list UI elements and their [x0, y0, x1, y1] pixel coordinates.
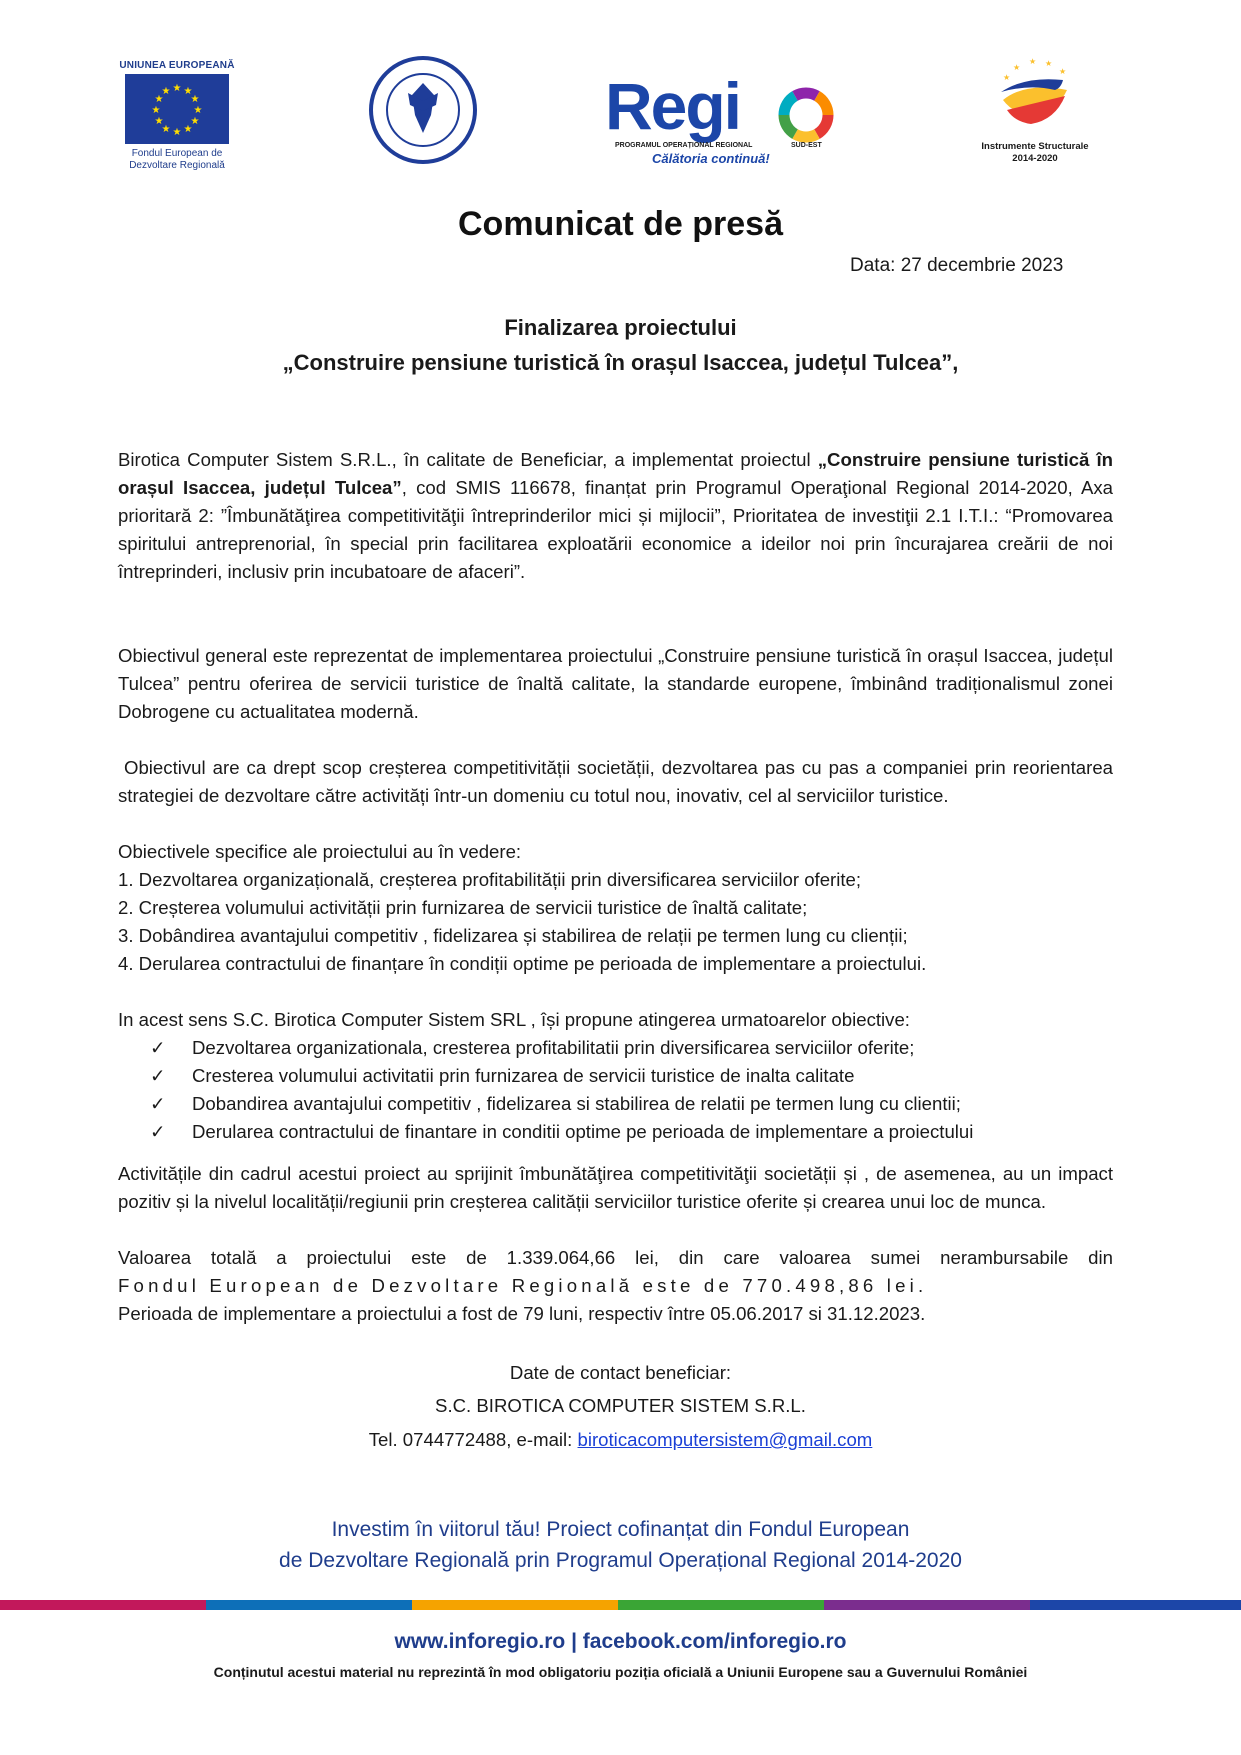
checklist-item-text: Cresterea volumului activitatii prin furnizarea de servicii turistice de inalta calitate: [192, 1065, 855, 1086]
svg-text:★: ★: [190, 94, 200, 105]
paragraph-impact: Activitățile din cadrul acestui proiect au sprijinit îmbunătăţirea competitivităţii societății și , de asemenea, au un impact pozitiv și la nivelul localității/regiunii prin creșterea calității serviciilor turistice oferite și crearea unui loc de munca.: [118, 1163, 1113, 1212]
eu-caption-line1: Fondul European de: [131, 148, 223, 159]
instrumente-structurale-logo: [970, 52, 1100, 172]
instrumente-structurale-line1: Instrumente Structurale: [981, 141, 1089, 152]
contact-heading: Date de contact beneficiar:: [509, 1362, 732, 1383]
goals-intro: In acest sens S.C. Birotica Computer Sistem SRL , își propune atingerea urmatoarelor obiective:: [118, 1009, 910, 1030]
press-release-date: Data: 27 decembrie 2023: [850, 255, 1064, 276]
specific-objective-2: 2. Creșterea volumului activității prin furnizarea de servicii turistice de înaltă calitate;: [118, 897, 808, 918]
regio-logo: [605, 69, 830, 170]
eu-logo-title: UNIUNEA EUROPEANĂ: [119, 60, 235, 71]
checklist-item: [150, 1118, 973, 1146]
color-stripe-divider: [0, 1600, 1241, 1610]
svg-text:★: ★: [193, 105, 203, 116]
regio-ring-icon: [777, 86, 835, 144]
svg-text:★: ★: [151, 105, 161, 116]
checklist-item-text: Dobandirea avantajului competitiv , fidelizarea si stabilirea de relatii pe termen lung cu clientii;: [192, 1093, 961, 1114]
check-icon: ✓: [150, 1065, 166, 1086]
check-icon: ✓: [150, 1093, 166, 1114]
project-name-bold: „Construire pensiune turistică în orașul Isaccea, județul Tulcea”: [118, 449, 1113, 498]
regio-program-name: PROGRAMUL OPERAȚIONAL REGIONAL: [615, 142, 753, 149]
paragraph-general-objective: Obiectivul general este reprezentat de implementarea proiectului „Construire pensiune turistică în orașul Isaccea, județul Tulcea” pentru oferirea de servicii turistice de înaltă calitate, la standarde europene, îmbinând tradiționalismul zonei Dobrogene cu actualitatea modernă.: [118, 645, 1113, 722]
checklist-item: [150, 1034, 914, 1062]
project-value-line2: Fondul European de Dezvoltare Regională este de 770.498,86 lei.: [118, 1275, 928, 1296]
svg-text:★: ★: [1029, 57, 1037, 66]
regio-tagline: Călătoria continuă!: [652, 151, 770, 166]
svg-text:★: ★: [161, 86, 171, 97]
subtitle-line1: Finalizarea proiectului: [504, 315, 737, 340]
checklist-item-text: Derularea contractului de finantare in conditii optime pe perioada de implementare a proiectului: [192, 1121, 974, 1142]
government-logo: [368, 55, 478, 165]
instrumente-structurale-emblem-icon: [985, 52, 1085, 136]
project-value-line1: Valoarea totală a proiectului este de 1.339.064,66 lei, din care valoarea sumei nerambursabile din: [118, 1247, 1113, 1268]
paragraph-beneficiary-text-a: Birotica Computer Sistem S.R.L., în calitate de Beneficiar, a implementat proiectul: [118, 449, 818, 470]
checklist-item-text: Dezvoltarea organizationala, cresterea profitabilitatii prin diversificarea serviciilor oferite;: [192, 1037, 915, 1058]
page-title: Comunicat de presă: [458, 205, 783, 243]
svg-text:★: ★: [172, 83, 182, 94]
eu-caption-line2: Dezvoltare Regională: [129, 160, 225, 171]
eu-logo: [118, 60, 236, 172]
check-icon: ✓: [150, 1121, 166, 1142]
svg-text:★: ★: [183, 86, 193, 97]
eu-logo-caption: [118, 148, 236, 172]
specific-objective-3: 3. Dobândirea avantajului competitiv , fidelizarea și stabilirea de relații pe termen lung cu clienții;: [118, 925, 908, 946]
footer-links[interactable]: www.inforegio.ro | facebook.com/inforegio.ro: [394, 1630, 847, 1653]
implementation-period: Perioada de implementare a proiectului a fost de 79 luni, respectiv între 05.06.2017 si 31.12.2023.: [118, 1303, 926, 1324]
svg-text:★: ★: [1003, 73, 1011, 82]
invest-line1: Investim în viitorul tău! Proiect cofinanțat din Fondul European: [331, 1518, 910, 1541]
svg-text:★: ★: [1013, 63, 1021, 72]
contact-company: S.C. BIROTICA COMPUTER SISTEM S.R.L.: [435, 1395, 806, 1416]
subtitle-line2: „Construire pensiune turistică în orașul Isaccea, județul Tulcea”,: [282, 350, 959, 375]
specific-objective-4: 4. Derularea contractului de finanțare în condiții optime pe perioada de implementare a proiectului.: [118, 953, 927, 974]
regio-wordmark: Regi: [605, 69, 741, 143]
svg-text:★: ★: [1045, 59, 1053, 68]
checklist-item: [150, 1090, 961, 1118]
svg-text:★: ★: [190, 116, 200, 127]
instrumente-structurale-line2: 2014-2020: [1012, 153, 1058, 164]
contact-phone: Tel. 0744772488, e-mail:: [368, 1429, 578, 1450]
checklist-item: [150, 1062, 854, 1090]
specific-objectives-intro: Obiectivele specifice ale proiectului au în vedere:: [118, 841, 522, 862]
specific-objective-1: 1. Dezvoltarea organizațională, creșterea profitabilității prin diversificarea serviciilor oferite;: [118, 869, 862, 890]
paragraph-beneficiary-text-b: , cod SMIS 116678, finanțat prin Programul Operaţional Regional 2014-2020, Axa prioritară 2: ”Îmbunătăţirea competitivităţii întreprinderilor mici și mijlocii”, Prioritatea de investiţii 2.1 I.T.I.: “Promovarea spiritului antreprenorial, în special prin facilitarea exploatării economice a ideilor noi prin încurajarea creării de noi întreprinderi, inclusiv prin incubatoare de afaceri”.: [118, 477, 1113, 582]
invest-line2: de Dezvoltare Regională prin Programul Operațional Regional 2014-2020: [279, 1549, 962, 1572]
check-icon: ✓: [150, 1037, 166, 1058]
svg-text:★: ★: [161, 124, 171, 135]
svg-text:★: ★: [154, 116, 164, 127]
regio-region: SUD-EST: [791, 142, 822, 149]
footer-disclaimer: Conținutul acestui material nu reprezintă în mod obligatoriu poziția oficială a Uniunii Europene sau a Guvernului României: [213, 1664, 1028, 1680]
svg-text:★: ★: [154, 94, 164, 105]
eu-flag-icon: [125, 74, 229, 144]
svg-text:★: ★: [183, 124, 193, 135]
svg-text:★: ★: [172, 127, 182, 138]
paragraph-beneficiary: [118, 446, 1113, 586]
paragraph-objective-scope: Obiectivul are ca drept scop creșterea competitivității societății, dezvoltarea pas cu pas a companiei prin reorientarea strategiei de dezvoltare către activități într-un domeniu cu totul nou, inovativ, cel al serviciilor turistice.: [118, 757, 1113, 806]
contact-email-link[interactable]: biroticacomputersistem@gmail.com: [577, 1429, 873, 1450]
contact-details: [0, 1426, 1241, 1454]
svg-text:★: ★: [1059, 67, 1067, 76]
